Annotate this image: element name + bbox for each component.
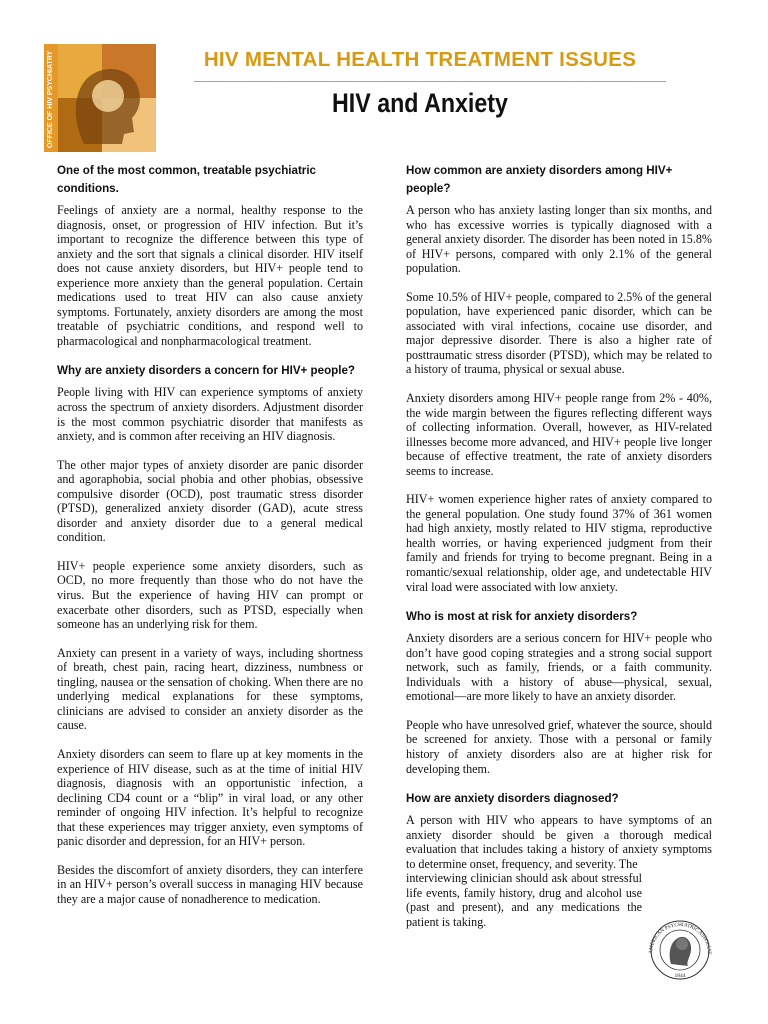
section-heading: How common are anxiety disorders among HIV+ people? [406, 164, 673, 195]
american-psychiatric-association-seal [644, 914, 716, 980]
svg-text:AMERICAN PSYCHIATRIC ASSOCIATI: AMERICAN PSYCHIATRIC ASSOCIAT [647, 921, 713, 955]
svg-text:OFFICE OF HIV PSYCHIATRY: OFFICE OF HIV PSYCHIATRY [47, 50, 54, 148]
paragraph: People living with HIV can experience symptoms of anxiety across the spectrum of anxiety disorders. Adjustment disorder is the most common psychiatric disorder that manifests as anxiety, and is common after receiving an HIV diagnosis. [57, 385, 363, 444]
paragraph: A person who has anxiety lasting longer than six months, and who has excessive worries is typically diagnosed with a general anxiety disorder. The disorder has been noted in 15.8% of HIV+ persons, compared with only 2.1% of the general population. [406, 203, 712, 276]
paragraph: HIV+ women experience higher rates of anxiety compared to the general population. One study found 37% of 361 women had high anxiety, mostly related to HIV stigma, reproductive health worries, or having experienced judgment from their family and friends for trying to become pregnant. Being in a romantic/sexual relationship, older age, and undetectable HIV viral load were associated with low anxiety. [406, 492, 712, 594]
paragraph: Feelings of anxiety are a normal, healthy response to the diagnosis, onset, or progression of HIV infection. But it’s important to recognize the difference between this type of anxiety and the sort that signals a clinical disorder. HIV itself does not cause anxiety disorders, but HIV+ people tend to experience more anxiety than the general population. Certain medications used to treat HIV can also cause anxiety symptoms. Fortunately, anxiety disorders are among the most treatable of psychiatric conditions, and respond well to pharmacological and nonpharmacological treatment. [57, 203, 363, 348]
left-column [57, 162, 363, 920]
section-heading: Who is most at risk for anxiety disorders? [406, 610, 638, 624]
section-heading: One of the most common, treatable psychiatric conditions. [57, 164, 316, 195]
paragraph: Anxiety can present in a variety of ways, including shortness of breath, chest pain, racing heart, dizziness, numbness or tingling, nausea or the sensation of choking. When there are no underlying medical explanations for these symptoms, clinicians are advised to consider an anxiety disorder as the cause. [57, 645, 363, 733]
paragraph: Anxiety disorders among HIV+ people range from 2% - 40%, the wide margin between the figures reflecting different ways of collecting information. Overall, however, as HIV-related illnesses become more advanced, and HIV+ people live longer because of effective treatment, the rate of anxiety disorders seems to increase. [406, 391, 712, 478]
paragraph: Besides the discomfort of anxiety disorders, they can interfere in an HIV+ person’s overall success in managing HIV because they are a major cause of nonadherence to medication. [57, 862, 363, 906]
series-title: HIV MENTAL HEALTH TREATMENT ISSUES [203, 48, 637, 71]
page-title: HIV and Anxiety [332, 88, 508, 118]
paragraph: A person with HIV who appears to have symptoms of an anxiety disorder should be given a thorough medical evaluation that includes taking a history of anxiety symptoms to determine onset, frequency, and severity. The [406, 813, 712, 871]
svg-text:1844: 1844 [674, 973, 686, 979]
paragraph: HIV+ people experience some anxiety disorders, such as OCD, no more frequently than those who do not have the virus. But the experience of having HIV can prompt or exacerbate other disorders, such as PTSD, especially when someone has an underlying risk for them. [57, 558, 363, 632]
paragraph: Some 10.5% of HIV+ people, compared to 2.5% of the general population, have experienced panic disorder, which can be associated with viral infections, cocaine use disorder, and major depressive disorder. There is also a higher rate of posttraumatic stress disorder (PTSD), which may be related to a history of trauma, physical or sexual abuse. [406, 289, 712, 377]
paragraph: The other major types of anxiety disorder are panic disorder and agoraphobia, social phobia and other phobias, obsessive compulsive disorder (OCD), post traumatic stress disorder (PTSD), generalized anxiety disorder (GAD), acute stress disorder and anxiety disorder due to a general medical condition. [57, 457, 363, 545]
paragraph: Anxiety disorders are a serious concern for HIV+ people who don’t have good coping strategies and a strong social support network, such as family, friends, or a faith community. Individuals with a history of abuse—physical, sexual, emotional—are more likely to have an anxiety disorder. [406, 631, 712, 704]
paragraph: interviewing clinician should ask about stressful life events, family history, drug and alcohol use (past and present), and any medications the patient is taking. [406, 871, 642, 929]
section-heading: Why are anxiety disorders a concern for HIV+ people? [57, 364, 355, 378]
paragraph: People who have unresolved grief, whatever the source, should be screened for anxiety. Those with a personal or family history of anxiety disorders also are at higher risk for developing them. [406, 717, 712, 776]
header-divider [194, 81, 666, 82]
section-heading: How are anxiety disorders diagnosed? [406, 792, 619, 806]
paragraph: Anxiety disorders can seem to flare up at key moments in the experience of HIV disease, such as at the time of initial HIV diagnosis, diagnosis with an opportunistic infection, a declining CD4 count or a “blip” in viral load, or any other reminder of ongoing HIV infection. It’s helpful to recognize that these experiences may trigger anxiety, even symptoms of panic disorder and depression, for an HIV+ person. [57, 746, 363, 849]
right-column [406, 162, 712, 943]
office-of-hiv-psychiatry-logo [44, 44, 156, 152]
